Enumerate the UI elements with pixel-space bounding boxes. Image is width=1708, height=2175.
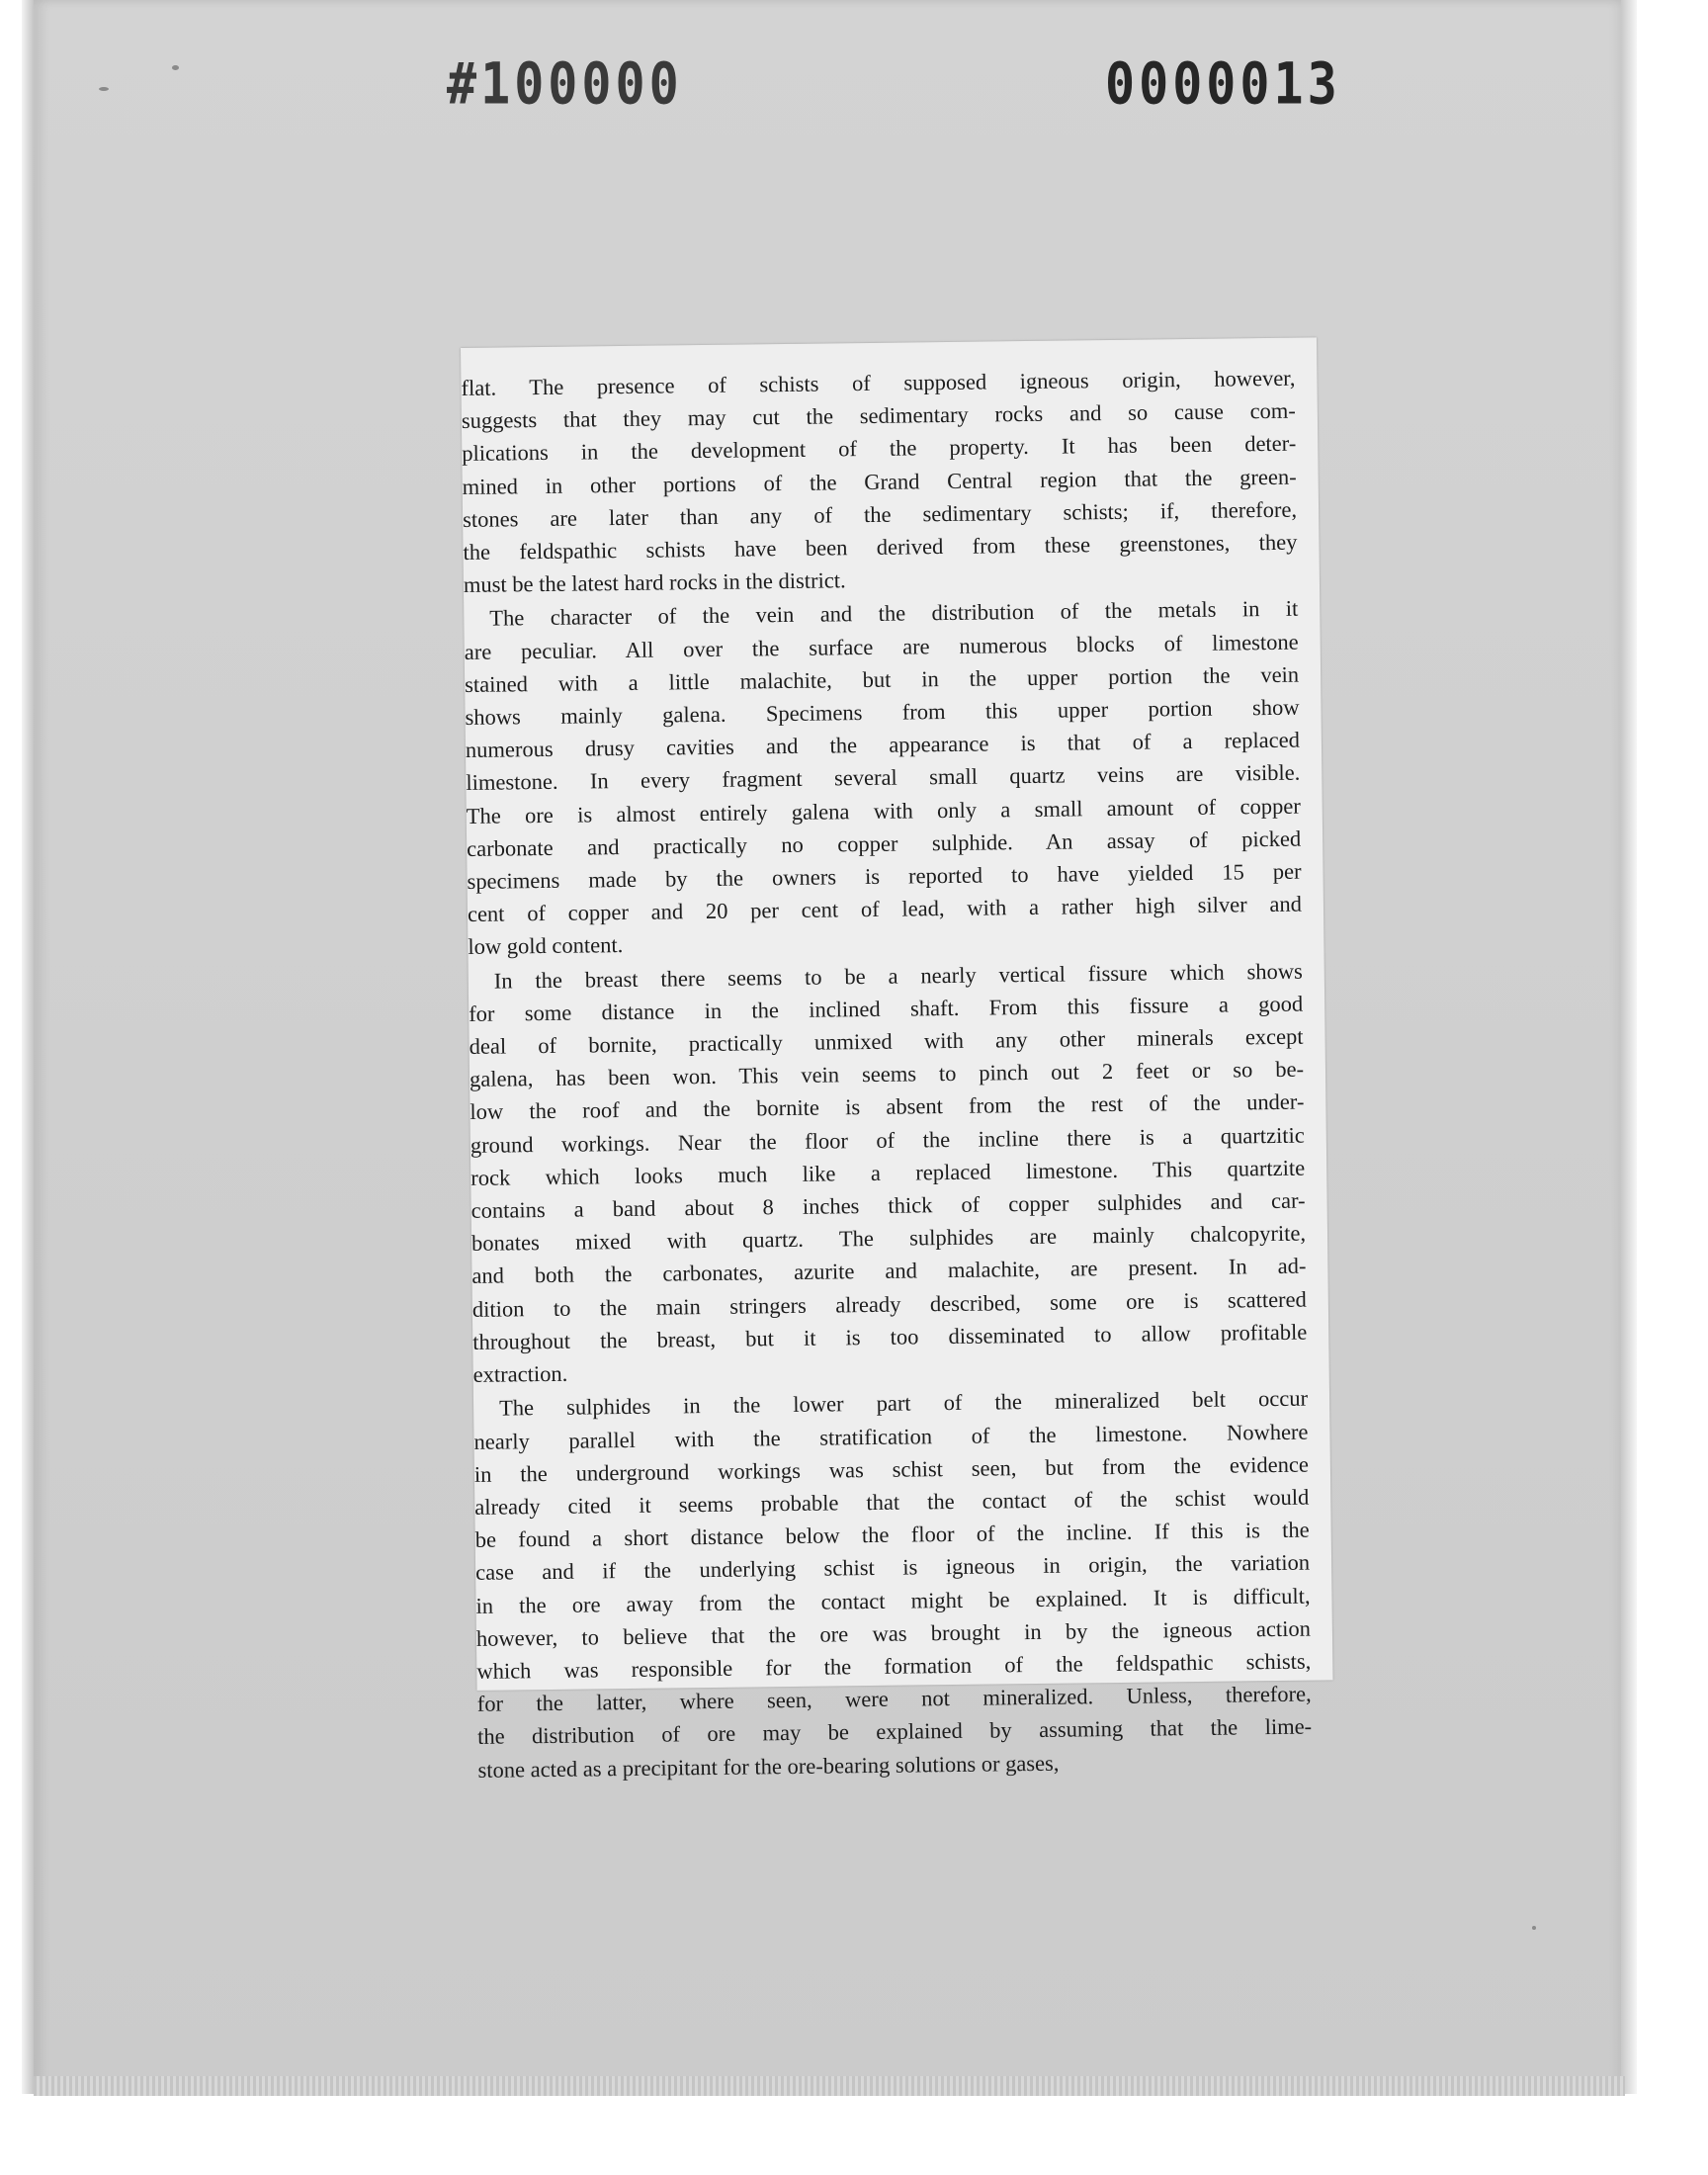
text-line: cent of copper and 20 per cent of lead, with a rather high silver and bbox=[467, 891, 1303, 927]
dust-speck bbox=[1532, 1926, 1536, 1930]
text-line: specimens made by the owners is reported to have yielded 15 per bbox=[467, 858, 1302, 895]
text-line: stained with a little malachite, but in the upper portion the vein bbox=[465, 661, 1300, 697]
text-line: plications in the development of the property. It has been deter- bbox=[462, 431, 1297, 467]
reel-number-stamp: #100000 bbox=[447, 50, 683, 118]
frame-number-stamp: 0000013 bbox=[1105, 50, 1341, 118]
document-body bbox=[461, 337, 1334, 1785]
text-line: In the breast there seems to be a nearly vertical fissure which shows bbox=[493, 958, 1303, 994]
text-line: contains a band about 8 inches thick of copper sulphides and car- bbox=[470, 1187, 1306, 1224]
text-line: rock which looks much like a replaced limestone. This quartzite bbox=[470, 1155, 1306, 1190]
text-line: numerous drusy cavities and the appearance is that of a replaced bbox=[465, 727, 1301, 763]
text-line: shows mainly galena. Specimens from this upper portion show bbox=[465, 694, 1300, 731]
text-line: which was responsible for the formation of the feldspathic schists, bbox=[476, 1648, 1312, 1684]
text-line: the distribution of ore may be explained by assuming that the lime- bbox=[477, 1713, 1313, 1750]
text-line: limestone. In every fragment several small quartz veins are visible. bbox=[466, 760, 1301, 796]
paragraph bbox=[461, 362, 1298, 602]
text-line: in the underground workings was schist seen, but from the evidence bbox=[473, 1451, 1310, 1487]
text-line: throughout the breast, but it is too disseminated to allow profitable bbox=[472, 1319, 1308, 1354]
text-line: must be the latest hard rocks in the district. bbox=[463, 567, 846, 598]
text-line: case and if the underlying schist is igneous in origin, the variation bbox=[474, 1549, 1311, 1586]
text-line: mined in other portions of the Grand Central region that the green- bbox=[462, 464, 1297, 499]
text-line: galena, has been won. This vein seems to pinch out 2 feet or so be- bbox=[469, 1056, 1305, 1092]
scan-bottom-strip bbox=[34, 2076, 1625, 2096]
paragraph bbox=[473, 1382, 1313, 1786]
text-line: carbonate and practically no copper sulphide. An assay of picked bbox=[467, 826, 1302, 861]
text-line: however, to believe that the ore was brought in by the igneous action bbox=[475, 1615, 1312, 1651]
text-line: the feldspathic schists have been derived from these greenstones, they bbox=[463, 529, 1298, 565]
text-line: deal of bornite, practically unmixed with any other minerals except bbox=[469, 1023, 1304, 1060]
text-line: low gold content. bbox=[468, 932, 624, 960]
text-line: already cited it seems probable that the contact of the schist would bbox=[474, 1484, 1310, 1520]
text-line: stone acted as a precipitant for the ore-bearing solutions or gases, bbox=[477, 1750, 1060, 1783]
text-line: extraction. bbox=[472, 1360, 568, 1388]
text-line: dition to the main stringers already described, some ore is scattered bbox=[471, 1286, 1307, 1322]
text-line: nearly parallel with the stratification of the limestone. Nowhere bbox=[473, 1419, 1309, 1454]
dust-speck bbox=[99, 87, 109, 91]
text-line: be found a short distance below the floor of the incline. If this is the bbox=[474, 1517, 1310, 1553]
paragraph bbox=[469, 954, 1308, 1391]
text-line: flat. The presence of schists of supposed igneous origin, however, bbox=[461, 365, 1296, 400]
text-line: The sulphides in the lower part of the mineralized belt occur bbox=[498, 1385, 1309, 1421]
text-line: are peculiar. All over the surface are numerous blocks of limestone bbox=[464, 629, 1299, 664]
text-line: bonates mixed with quartz. The sulphides are mainly chalcopyrite, bbox=[470, 1220, 1307, 1257]
dust-speck bbox=[172, 65, 179, 70]
text-line: suggests that they may cut the sedimentary rocks and so cause com- bbox=[461, 397, 1296, 434]
text-line: for the latter, where seen, were not mineralized. Unless, therefore, bbox=[476, 1681, 1312, 1717]
text-line: The character of the vein and the distribution of the metals in it bbox=[489, 596, 1299, 632]
paragraph bbox=[464, 592, 1302, 964]
text-line: for some distance in the inclined shaft. From this fissure a good bbox=[469, 991, 1304, 1026]
text-line: stones are later than any of the sedimentary schists; if, therefore, bbox=[462, 496, 1298, 532]
text-line: The ore is almost entirely galena with only a small amount of copper bbox=[466, 793, 1301, 828]
text-line: low the roof and the bornite is absent from the rest of the under- bbox=[470, 1089, 1305, 1125]
text-line: and both the carbonates, azurite and malachite, are present. In ad- bbox=[471, 1254, 1307, 1289]
text-line: in the ore away from the contact might be explained. It is difficult, bbox=[475, 1583, 1311, 1618]
text-line: ground workings. Near the floor of the incline there is a quartzitic bbox=[470, 1122, 1305, 1158]
scan-edge-right bbox=[1621, 0, 1637, 2094]
document-page bbox=[461, 337, 1333, 1783]
